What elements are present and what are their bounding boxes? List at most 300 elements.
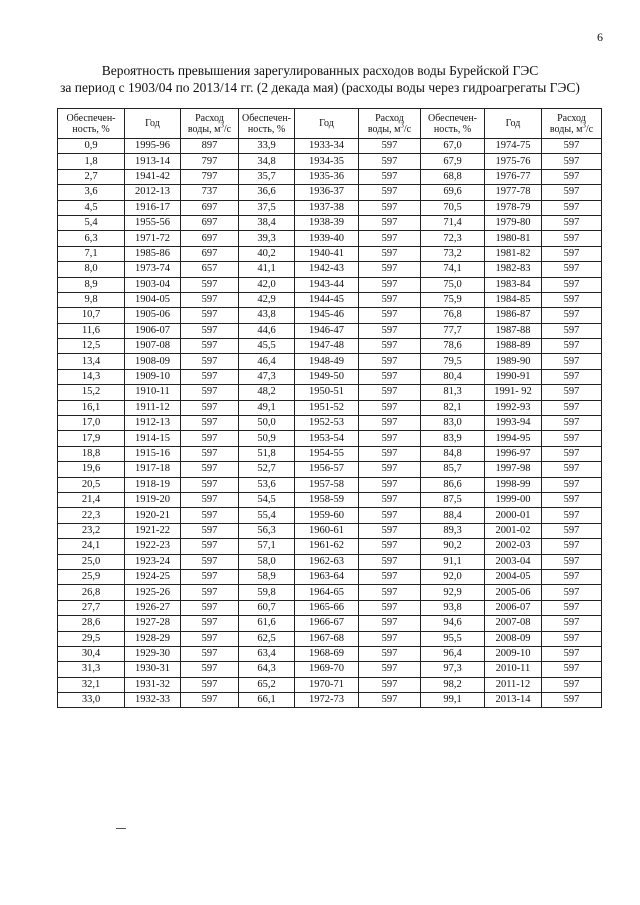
table-cell: 1906-07 xyxy=(125,323,181,338)
table-cell: 597 xyxy=(542,600,602,615)
table-cell: 98,2 xyxy=(421,677,485,692)
table-cell: 2000-01 xyxy=(485,508,542,523)
table-cell: 66,1 xyxy=(239,693,295,708)
table-cell: 23,2 xyxy=(58,523,125,538)
table-cell: 68,8 xyxy=(421,169,485,184)
table-cell: 597 xyxy=(181,431,239,446)
table-cell: 29,5 xyxy=(58,631,125,646)
table-cell: 597 xyxy=(359,416,421,431)
table-cell: 1911-12 xyxy=(125,400,181,415)
table-cell: 24,1 xyxy=(58,539,125,554)
table-cell: 1992-93 xyxy=(485,400,542,415)
table-cell: 52,7 xyxy=(239,462,295,477)
table-cell: 1931-32 xyxy=(125,677,181,692)
table-cell: 597 xyxy=(181,693,239,708)
header-flow: Расход воды, $м^3/с$ xyxy=(181,109,239,139)
table-cell: 43,8 xyxy=(239,308,295,323)
table-cell: 1943-44 xyxy=(295,277,359,292)
table-cell: 34,8 xyxy=(239,154,295,169)
table-cell: 597 xyxy=(359,554,421,569)
table-cell: 1958-59 xyxy=(295,492,359,507)
table-cell: 1985-86 xyxy=(125,246,181,261)
table-cell: 3,6 xyxy=(58,185,125,200)
table-cell: 597 xyxy=(181,585,239,600)
table-cell: 71,4 xyxy=(421,215,485,230)
table-cell: 36,6 xyxy=(239,185,295,200)
table-cell: 597 xyxy=(181,616,239,631)
table-cell: 597 xyxy=(359,508,421,523)
table-cell: 597 xyxy=(181,416,239,431)
table-cell: 86,6 xyxy=(421,477,485,492)
table-cell: 1955-56 xyxy=(125,215,181,230)
header-probability: Обеспечен- ность, % xyxy=(58,109,125,139)
table-cell: 697 xyxy=(181,200,239,215)
table-cell: 2010-11 xyxy=(485,662,542,677)
table-cell: 897 xyxy=(181,139,239,154)
table-cell: 4,5 xyxy=(58,200,125,215)
table-cell: 40,2 xyxy=(239,246,295,261)
table-cell: 1974-75 xyxy=(485,139,542,154)
table-cell: 20,5 xyxy=(58,477,125,492)
table-cell: 1998-99 xyxy=(485,477,542,492)
table-cell: 1986-87 xyxy=(485,308,542,323)
table-cell: 597 xyxy=(359,539,421,554)
table-cell: 46,4 xyxy=(239,354,295,369)
table-cell: 1968-69 xyxy=(295,646,359,661)
table-cell: 597 xyxy=(542,308,602,323)
table-cell: 597 xyxy=(359,693,421,708)
table-cell: 1979-80 xyxy=(485,215,542,230)
table-cell: 1936-37 xyxy=(295,185,359,200)
table-cell: 1909-10 xyxy=(125,369,181,384)
table-cell: 797 xyxy=(181,154,239,169)
title-line-1: Вероятность превышения зарегулированных расходов воды Бурейской ГЭС xyxy=(101,63,539,78)
table-cell: 597 xyxy=(359,200,421,215)
table-cell: 597 xyxy=(359,600,421,615)
table-cell: 95,5 xyxy=(421,631,485,646)
table-cell: 597 xyxy=(359,369,421,384)
table-cell: 69,6 xyxy=(421,185,485,200)
table-cell: 1948-49 xyxy=(295,354,359,369)
table-cell: 62,5 xyxy=(239,631,295,646)
table-row xyxy=(58,385,602,400)
table-cell: 1961-62 xyxy=(295,539,359,554)
table-cell: 2009-10 xyxy=(485,646,542,661)
table-cell: 30,4 xyxy=(58,646,125,661)
table-cell: 597 xyxy=(359,477,421,492)
table-cell: 1951-52 xyxy=(295,400,359,415)
table-cell: 18,8 xyxy=(58,446,125,461)
table-row xyxy=(58,246,602,261)
table-cell: 16,1 xyxy=(58,400,125,415)
table-cell: 96,4 xyxy=(421,646,485,661)
table-row xyxy=(58,616,602,631)
table-cell: 27,7 xyxy=(58,600,125,615)
table-cell: 597 xyxy=(181,385,239,400)
table-cell: 1956-57 xyxy=(295,462,359,477)
table-cell: 597 xyxy=(359,215,421,230)
table-cell: 1944-45 xyxy=(295,292,359,307)
table-cell: 1966-67 xyxy=(295,616,359,631)
table-cell: 99,1 xyxy=(421,693,485,708)
table-cell: 1938-39 xyxy=(295,215,359,230)
table-cell: 1990-91 xyxy=(485,369,542,384)
table-row xyxy=(58,231,602,246)
flow-probability-table xyxy=(57,108,602,708)
table-cell: 597 xyxy=(542,169,602,184)
table-cell: 48,2 xyxy=(239,385,295,400)
header-flow: Расход воды, $м^3/с$ xyxy=(542,109,602,139)
table-cell: 597 xyxy=(359,185,421,200)
table-cell: 1917-18 xyxy=(125,462,181,477)
table-cell: 697 xyxy=(181,215,239,230)
table-cell: 1971-72 xyxy=(125,231,181,246)
table-cell: 49,1 xyxy=(239,400,295,415)
table-cell: 1939-40 xyxy=(295,231,359,246)
table-cell: 597 xyxy=(542,400,602,415)
table-cell: 1987-88 xyxy=(485,323,542,338)
table-cell: 2013-14 xyxy=(485,693,542,708)
table-cell: 72,3 xyxy=(421,231,485,246)
table-cell: 1923-24 xyxy=(125,554,181,569)
table-cell: 44,6 xyxy=(239,323,295,338)
table-cell: 2006-07 xyxy=(485,600,542,615)
table-cell: 597 xyxy=(542,215,602,230)
table-row xyxy=(58,600,602,615)
table-cell: 93,8 xyxy=(421,600,485,615)
table-cell: 597 xyxy=(542,262,602,277)
table-cell: 1927-28 xyxy=(125,616,181,631)
table-cell: 597 xyxy=(359,385,421,400)
table-cell: 597 xyxy=(542,462,602,477)
table-row xyxy=(58,169,602,184)
table-cell: 597 xyxy=(359,431,421,446)
table-cell: 1942-43 xyxy=(295,262,359,277)
table-cell: 91,1 xyxy=(421,554,485,569)
table-cell: 1914-15 xyxy=(125,431,181,446)
table-cell: 1915-16 xyxy=(125,446,181,461)
table-row xyxy=(58,569,602,584)
table-cell: 1981-82 xyxy=(485,246,542,261)
table-cell: 597 xyxy=(359,292,421,307)
table-cell: 1973-74 xyxy=(125,262,181,277)
table-cell: 2002-03 xyxy=(485,539,542,554)
table-cell: 1980-81 xyxy=(485,231,542,246)
table-cell: 597 xyxy=(542,246,602,261)
table-row xyxy=(58,323,602,338)
table-cell: 597 xyxy=(359,677,421,692)
table-cell: 78,6 xyxy=(421,339,485,354)
table-row xyxy=(58,308,602,323)
table-cell: 1953-54 xyxy=(295,431,359,446)
table-cell: 67,0 xyxy=(421,139,485,154)
table-cell: 597 xyxy=(181,308,239,323)
table-cell: 697 xyxy=(181,246,239,261)
table-cell: 597 xyxy=(542,616,602,631)
table-cell: 1949-50 xyxy=(295,369,359,384)
table-cell: 597 xyxy=(181,631,239,646)
table-cell: 1996-97 xyxy=(485,446,542,461)
table-cell: 597 xyxy=(181,677,239,692)
table-cell: 597 xyxy=(542,354,602,369)
table-cell: 1993-94 xyxy=(485,416,542,431)
header-year: Год xyxy=(125,109,181,139)
table-cell: 597 xyxy=(181,554,239,569)
table-cell: 67,9 xyxy=(421,154,485,169)
table-cell: 2011-12 xyxy=(485,677,542,692)
table-cell: 597 xyxy=(181,292,239,307)
table-row xyxy=(58,416,602,431)
table-cell: 39,3 xyxy=(239,231,295,246)
table-cell: 75,9 xyxy=(421,292,485,307)
table-row xyxy=(58,631,602,646)
table-cell: 17,0 xyxy=(58,416,125,431)
header-probability: Обеспечен- ность, % xyxy=(421,109,485,139)
table-row xyxy=(58,400,602,415)
table-cell: 1910-11 xyxy=(125,385,181,400)
table-cell: 597 xyxy=(359,277,421,292)
table-cell: 1916-17 xyxy=(125,200,181,215)
table-cell: 83,9 xyxy=(421,431,485,446)
table-cell: 597 xyxy=(542,677,602,692)
table-cell: 697 xyxy=(181,231,239,246)
table-cell: 1946-47 xyxy=(295,323,359,338)
table-cell: 1934-35 xyxy=(295,154,359,169)
table-cell: 597 xyxy=(181,477,239,492)
table-cell: 61,6 xyxy=(239,616,295,631)
table-cell: 65,2 xyxy=(239,677,295,692)
table-cell: 38,4 xyxy=(239,215,295,230)
table-cell: 41,1 xyxy=(239,262,295,277)
table-cell: 597 xyxy=(359,400,421,415)
table-cell: 597 xyxy=(542,385,602,400)
table-cell: 45,5 xyxy=(239,339,295,354)
table-cell: 1913-14 xyxy=(125,154,181,169)
table-row xyxy=(58,646,602,661)
table-row xyxy=(58,462,602,477)
table-cell: 597 xyxy=(542,323,602,338)
table-cell: 597 xyxy=(542,631,602,646)
table-row xyxy=(58,215,602,230)
page-number: 6 xyxy=(597,30,603,44)
table-cell: 22,3 xyxy=(58,508,125,523)
table-cell: 597 xyxy=(359,169,421,184)
table-row xyxy=(58,369,602,384)
table-cell: 597 xyxy=(542,231,602,246)
table-cell: 597 xyxy=(359,262,421,277)
table-cell: 64,3 xyxy=(239,662,295,677)
table-row xyxy=(58,446,602,461)
table-row xyxy=(58,477,602,492)
table-cell: 597 xyxy=(542,339,602,354)
table-cell: 2007-08 xyxy=(485,616,542,631)
table-cell: 31,3 xyxy=(58,662,125,677)
table-cell: 89,3 xyxy=(421,523,485,538)
table-cell: 597 xyxy=(542,154,602,169)
table-cell: 597 xyxy=(359,631,421,646)
table-cell: 597 xyxy=(542,662,602,677)
table-cell: 1964-65 xyxy=(295,585,359,600)
table-cell: 11,6 xyxy=(58,323,125,338)
table-row xyxy=(58,431,602,446)
table-cell: 59,8 xyxy=(239,585,295,600)
table-cell: 597 xyxy=(181,600,239,615)
table-cell: 33,0 xyxy=(58,693,125,708)
table-row xyxy=(58,662,602,677)
table-cell: 597 xyxy=(359,492,421,507)
table-cell: 597 xyxy=(181,354,239,369)
table-cell: 63,4 xyxy=(239,646,295,661)
table-cell: 597 xyxy=(359,523,421,538)
table-cell: 597 xyxy=(181,462,239,477)
table-cell: 1905-06 xyxy=(125,308,181,323)
table-cell: 8,0 xyxy=(58,262,125,277)
table-cell: 1963-64 xyxy=(295,569,359,584)
table-cell: 2012-13 xyxy=(125,185,181,200)
table-cell: 1925-26 xyxy=(125,585,181,600)
table-cell: 12,5 xyxy=(58,339,125,354)
table-cell: 597 xyxy=(359,616,421,631)
table-cell: 1999-00 xyxy=(485,492,542,507)
table-cell: 597 xyxy=(359,323,421,338)
table-cell: 657 xyxy=(181,262,239,277)
table-cell: 597 xyxy=(181,523,239,538)
table-cell: 597 xyxy=(359,646,421,661)
table-cell: 1926-27 xyxy=(125,600,181,615)
table-cell: 2004-05 xyxy=(485,569,542,584)
table-cell: 597 xyxy=(542,431,602,446)
table-cell: 54,5 xyxy=(239,492,295,507)
table-cell: 25,9 xyxy=(58,569,125,584)
table-cell: 597 xyxy=(359,246,421,261)
table-cell: 70,5 xyxy=(421,200,485,215)
table-cell: 87,5 xyxy=(421,492,485,507)
table-cell: 1912-13 xyxy=(125,416,181,431)
page-title xyxy=(0,62,640,96)
table-cell: 2001-02 xyxy=(485,523,542,538)
table-cell: 1960-61 xyxy=(295,523,359,538)
table-cell: 2,7 xyxy=(58,169,125,184)
table-cell: 1921-22 xyxy=(125,523,181,538)
table-cell: 85,7 xyxy=(421,462,485,477)
table-row xyxy=(58,185,602,200)
table-cell: 76,8 xyxy=(421,308,485,323)
table-cell: 17,9 xyxy=(58,431,125,446)
table-cell: 1950-51 xyxy=(295,385,359,400)
table-cell: 6,3 xyxy=(58,231,125,246)
table-cell: 1977-78 xyxy=(485,185,542,200)
table-cell: 1919-20 xyxy=(125,492,181,507)
table-cell: 42,0 xyxy=(239,277,295,292)
table-cell: 1945-46 xyxy=(295,308,359,323)
table-cell: 597 xyxy=(542,508,602,523)
table-cell: 597 xyxy=(542,585,602,600)
table-cell: 1995-96 xyxy=(125,139,181,154)
table-cell: 1918-19 xyxy=(125,477,181,492)
table-row xyxy=(58,492,602,507)
table-cell: 1941-42 xyxy=(125,169,181,184)
table-cell: 597 xyxy=(181,508,239,523)
table-cell: 1903-04 xyxy=(125,277,181,292)
table-cell: 58,0 xyxy=(239,554,295,569)
table-cell: 58,9 xyxy=(239,569,295,584)
table-row xyxy=(58,262,602,277)
table-row xyxy=(58,508,602,523)
table-cell: 597 xyxy=(542,569,602,584)
table-cell: 73,2 xyxy=(421,246,485,261)
table-cell: 28,6 xyxy=(58,616,125,631)
table-cell: 10,7 xyxy=(58,308,125,323)
table-cell: 597 xyxy=(542,277,602,292)
table-row xyxy=(58,523,602,538)
table-cell: 2003-04 xyxy=(485,554,542,569)
table-cell: 26,8 xyxy=(58,585,125,600)
table-cell: 82,1 xyxy=(421,400,485,415)
table-cell: 1991- 92 xyxy=(485,385,542,400)
table-cell: 33,9 xyxy=(239,139,295,154)
table-cell: 597 xyxy=(359,139,421,154)
scan-mark xyxy=(116,828,126,829)
table-cell: 9,8 xyxy=(58,292,125,307)
table-cell: 1920-21 xyxy=(125,508,181,523)
table-cell: 1989-90 xyxy=(485,354,542,369)
table-cell: 597 xyxy=(359,585,421,600)
table-cell: 597 xyxy=(181,662,239,677)
table-cell: 88,4 xyxy=(421,508,485,523)
table-cell: 1929-30 xyxy=(125,646,181,661)
table-cell: 597 xyxy=(542,646,602,661)
table-cell: 1978-79 xyxy=(485,200,542,215)
table-cell: 597 xyxy=(181,400,239,415)
table-cell: 92,9 xyxy=(421,585,485,600)
table-cell: 597 xyxy=(542,492,602,507)
table-cell: 597 xyxy=(359,231,421,246)
header-year: Год xyxy=(295,109,359,139)
table-cell: 92,0 xyxy=(421,569,485,584)
table-cell: 32,1 xyxy=(58,677,125,692)
table-cell: 84,8 xyxy=(421,446,485,461)
table-cell: 1933-34 xyxy=(295,139,359,154)
table-cell: 597 xyxy=(542,185,602,200)
table-cell: 1908-09 xyxy=(125,354,181,369)
table-cell: 1972-73 xyxy=(295,693,359,708)
table-cell: 597 xyxy=(542,539,602,554)
header-flow: Расход воды, $м^3/с$ xyxy=(359,109,421,139)
table-cell: 597 xyxy=(542,477,602,492)
table-cell: 0,9 xyxy=(58,139,125,154)
table-cell: 19,6 xyxy=(58,462,125,477)
table-cell: 1965-66 xyxy=(295,600,359,615)
table-cell: 597 xyxy=(181,277,239,292)
table-cell: 8,9 xyxy=(58,277,125,292)
table-row xyxy=(58,154,602,169)
table-cell: 1947-48 xyxy=(295,339,359,354)
table-cell: 47,3 xyxy=(239,369,295,384)
table-cell: 597 xyxy=(359,339,421,354)
table-cell: 2008-09 xyxy=(485,631,542,646)
table-cell: 50,9 xyxy=(239,431,295,446)
table-cell: 1932-33 xyxy=(125,693,181,708)
table-cell: 1969-70 xyxy=(295,662,359,677)
table-cell: 1988-89 xyxy=(485,339,542,354)
table-cell: 37,5 xyxy=(239,200,295,215)
table-cell: 597 xyxy=(359,662,421,677)
table-cell: 597 xyxy=(181,492,239,507)
table-cell: 1975-76 xyxy=(485,154,542,169)
table-cell: 1994-95 xyxy=(485,431,542,446)
table-cell: 1952-53 xyxy=(295,416,359,431)
table-cell: 13,4 xyxy=(58,354,125,369)
